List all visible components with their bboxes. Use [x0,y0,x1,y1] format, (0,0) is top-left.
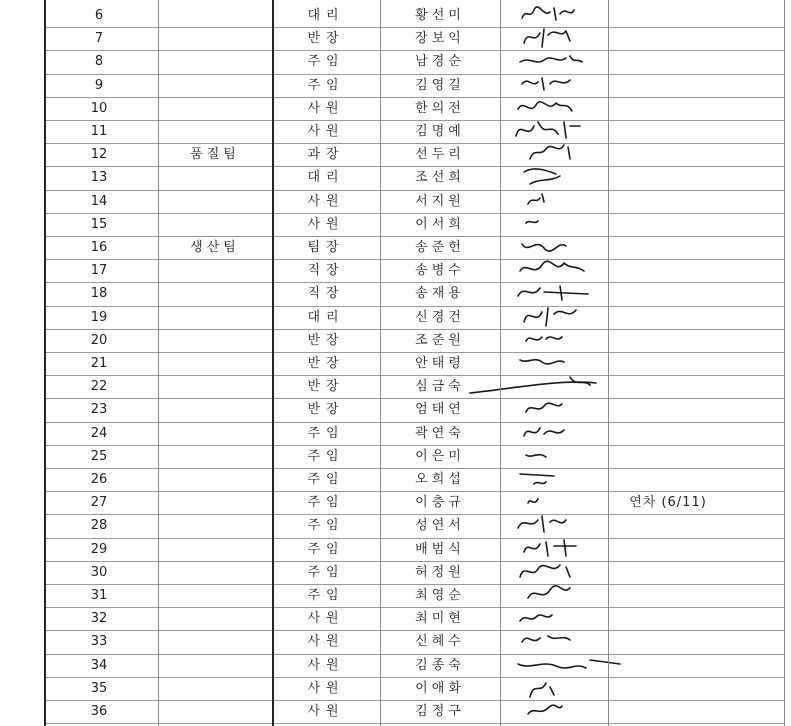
remark [608,352,728,375]
employee-name: 이서희 [415,216,465,232]
table-row [0,120,791,143]
team-name [158,166,272,189]
table-row [0,491,791,514]
position: 반장 [307,379,345,395]
column-divider [500,0,501,726]
team-name [158,282,272,305]
row-number: 35 [90,680,108,696]
table-row [0,654,791,677]
employee-name: 안태령 [415,356,465,371]
row-number: 16 [90,240,108,255]
team-name [158,607,272,630]
remark [608,700,728,723]
table-row [0,514,791,537]
remark [608,282,728,305]
remark [608,329,728,352]
remark [608,654,728,677]
remark [608,306,728,329]
row-number: 12 [90,147,108,163]
employee-name: 송재용 [415,286,465,302]
team-name [158,97,272,120]
remark [608,561,728,584]
position: 반장 [307,356,345,371]
row-number: 7 [94,31,104,47]
row-number: 11 [90,124,108,139]
position: 주임 [307,54,345,70]
remark [608,445,728,468]
row-number: 36 [90,704,108,719]
column-divider [158,0,159,726]
row-number: 9 [94,77,104,93]
position: 주임 [307,588,345,603]
position: 대리 [307,8,345,23]
team-name [158,120,272,143]
employee-name: 신혜수 [415,634,465,650]
table-row [0,445,791,468]
row-number: 15 [90,216,108,232]
team-name [158,352,272,375]
position: 사원 [307,216,345,232]
position: 직장 [307,286,345,302]
employee-name: 조준원 [415,332,465,348]
row-number: 32 [90,611,108,627]
table-row [0,375,791,398]
employee-name: 김종숙 [415,657,465,673]
position: 주임 [307,518,345,534]
team-name [158,213,272,236]
position: 주임 [307,448,345,464]
employee-name: 최영순 [415,588,465,603]
remark [608,422,728,445]
remark [608,607,728,630]
table-row [0,422,791,445]
table-row [0,329,791,352]
team-name [158,190,272,213]
remark [608,190,728,213]
remark [608,143,728,166]
employee-name: 장보익 [415,31,465,47]
remark [608,677,728,700]
team-name [158,306,272,329]
team-name: 생산팀 [190,240,240,255]
column-divider [272,0,274,726]
row-number: 34 [90,657,108,673]
row-number: 21 [90,356,108,371]
row-number: 6 [94,8,104,23]
row-number: 25 [90,448,108,464]
remark [608,514,728,537]
team-name [158,491,272,514]
remark [608,27,728,50]
table-row [0,700,791,723]
row-number: 30 [90,564,108,580]
row-number: 8 [94,54,104,70]
table-row [0,538,791,561]
table-row [0,584,791,607]
employee-name: 이애화 [415,680,465,696]
row-number: 10 [90,100,108,116]
column-divider [44,0,46,726]
table-row [0,166,791,189]
position: 사원 [307,657,345,673]
row-number: 13 [90,170,108,186]
remark [608,236,728,259]
team-name [158,538,272,561]
team-name [158,27,272,50]
team-name [158,677,272,700]
position: 대리 [307,170,345,186]
position: 주임 [307,472,345,487]
employee-name: 김정구 [415,704,465,719]
row-number: 28 [90,518,108,534]
position: 사원 [307,100,345,116]
employee-name: 허정원 [415,564,465,580]
table-row [0,352,791,375]
position: 반장 [307,31,345,47]
team-name [158,259,272,282]
position: 사원 [307,193,345,209]
team-name [158,468,272,491]
column-divider [380,0,381,726]
employee-name: 엄태연 [415,402,465,418]
employee-name: 조선희 [415,170,465,186]
remark [608,4,728,27]
table-row [0,143,791,166]
employee-name: 김명예 [415,124,465,139]
table-row [0,677,791,700]
table-row [0,561,791,584]
employee-name: 선두리 [415,147,465,163]
team-name [158,514,272,537]
employee-name: 송준헌 [415,240,465,255]
employee-name: 곽연숙 [415,425,465,441]
row-number: 31 [90,588,108,603]
table-row [0,4,791,27]
row-number: 22 [90,379,108,395]
table-row [0,236,791,259]
signature-mark [500,700,608,723]
row-number: 14 [90,193,108,209]
table-row [0,468,791,491]
employee-name: 서지원 [415,193,465,209]
employee-name: 심금숙 [415,379,465,395]
employee-name: 성연서 [415,518,465,534]
position: 사원 [307,680,345,696]
remark [608,468,728,491]
position: 직장 [307,263,345,279]
team-name [158,4,272,27]
team-name [158,329,272,352]
team-name [158,561,272,584]
remark [608,166,728,189]
row-number: 33 [90,634,108,650]
employee-name: 송병수 [415,263,465,279]
position: 사원 [307,634,345,650]
team-name [158,445,272,468]
position: 반장 [307,332,345,348]
team-name [158,700,272,723]
row-number: 18 [90,286,108,302]
row-divider [44,723,784,724]
remark [608,630,728,653]
table-row [0,97,791,120]
remark [608,375,728,398]
position: 사원 [307,611,345,627]
position: 주임 [307,495,345,511]
position: 주임 [307,425,345,441]
table-row [0,630,791,653]
row-number: 29 [90,541,108,557]
remark [608,398,728,421]
row-number: 19 [90,309,108,325]
team-name [158,654,272,677]
table-row [0,74,791,97]
row-number: 24 [90,425,108,441]
employee-name: 황선미 [415,8,465,23]
table-row [0,282,791,305]
employee-name: 한의전 [415,100,465,116]
team-name [158,584,272,607]
table-row [0,50,791,73]
position: 대리 [307,309,345,325]
remark [608,213,728,236]
table-row [0,27,791,50]
team-name [158,422,272,445]
employee-name: 남경순 [415,54,465,70]
employee-name: 최미현 [415,611,465,627]
team-name [158,375,272,398]
employee-name: 오희섭 [415,472,465,487]
table-row [0,259,791,282]
remark [608,97,728,120]
team-name [158,74,272,97]
position: 주임 [307,77,345,93]
position: 사원 [307,704,345,719]
row-number: 27 [90,495,108,511]
team-name [158,398,272,421]
remark [608,50,728,73]
row-number: 26 [90,472,108,487]
column-divider [784,0,785,726]
table-row [0,306,791,329]
employee-name: 배범식 [415,541,465,557]
employee-name: 이은미 [415,448,465,464]
position: 과장 [307,147,345,163]
team-name: 품질팀 [190,147,240,163]
position: 반장 [307,402,345,418]
row-number: 23 [90,402,108,418]
table-row [0,398,791,421]
team-name [158,630,272,653]
remark: 연차 (6/11) [629,495,707,511]
remark [608,259,728,282]
employee-name: 김영길 [415,77,465,93]
position: 사원 [307,124,345,139]
remark [608,538,728,561]
remark [608,120,728,143]
table-row [0,190,791,213]
position: 팀장 [307,240,345,255]
row-number: 20 [90,332,108,348]
remark [608,584,728,607]
employee-name: 이충규 [415,495,465,511]
employee-name: 신경건 [415,309,465,325]
row-number: 17 [90,263,108,279]
table-row [0,607,791,630]
remark [608,74,728,97]
position: 주임 [307,541,345,557]
column-divider [608,0,609,726]
position: 주임 [307,564,345,580]
team-name [158,50,272,73]
table-row [0,213,791,236]
